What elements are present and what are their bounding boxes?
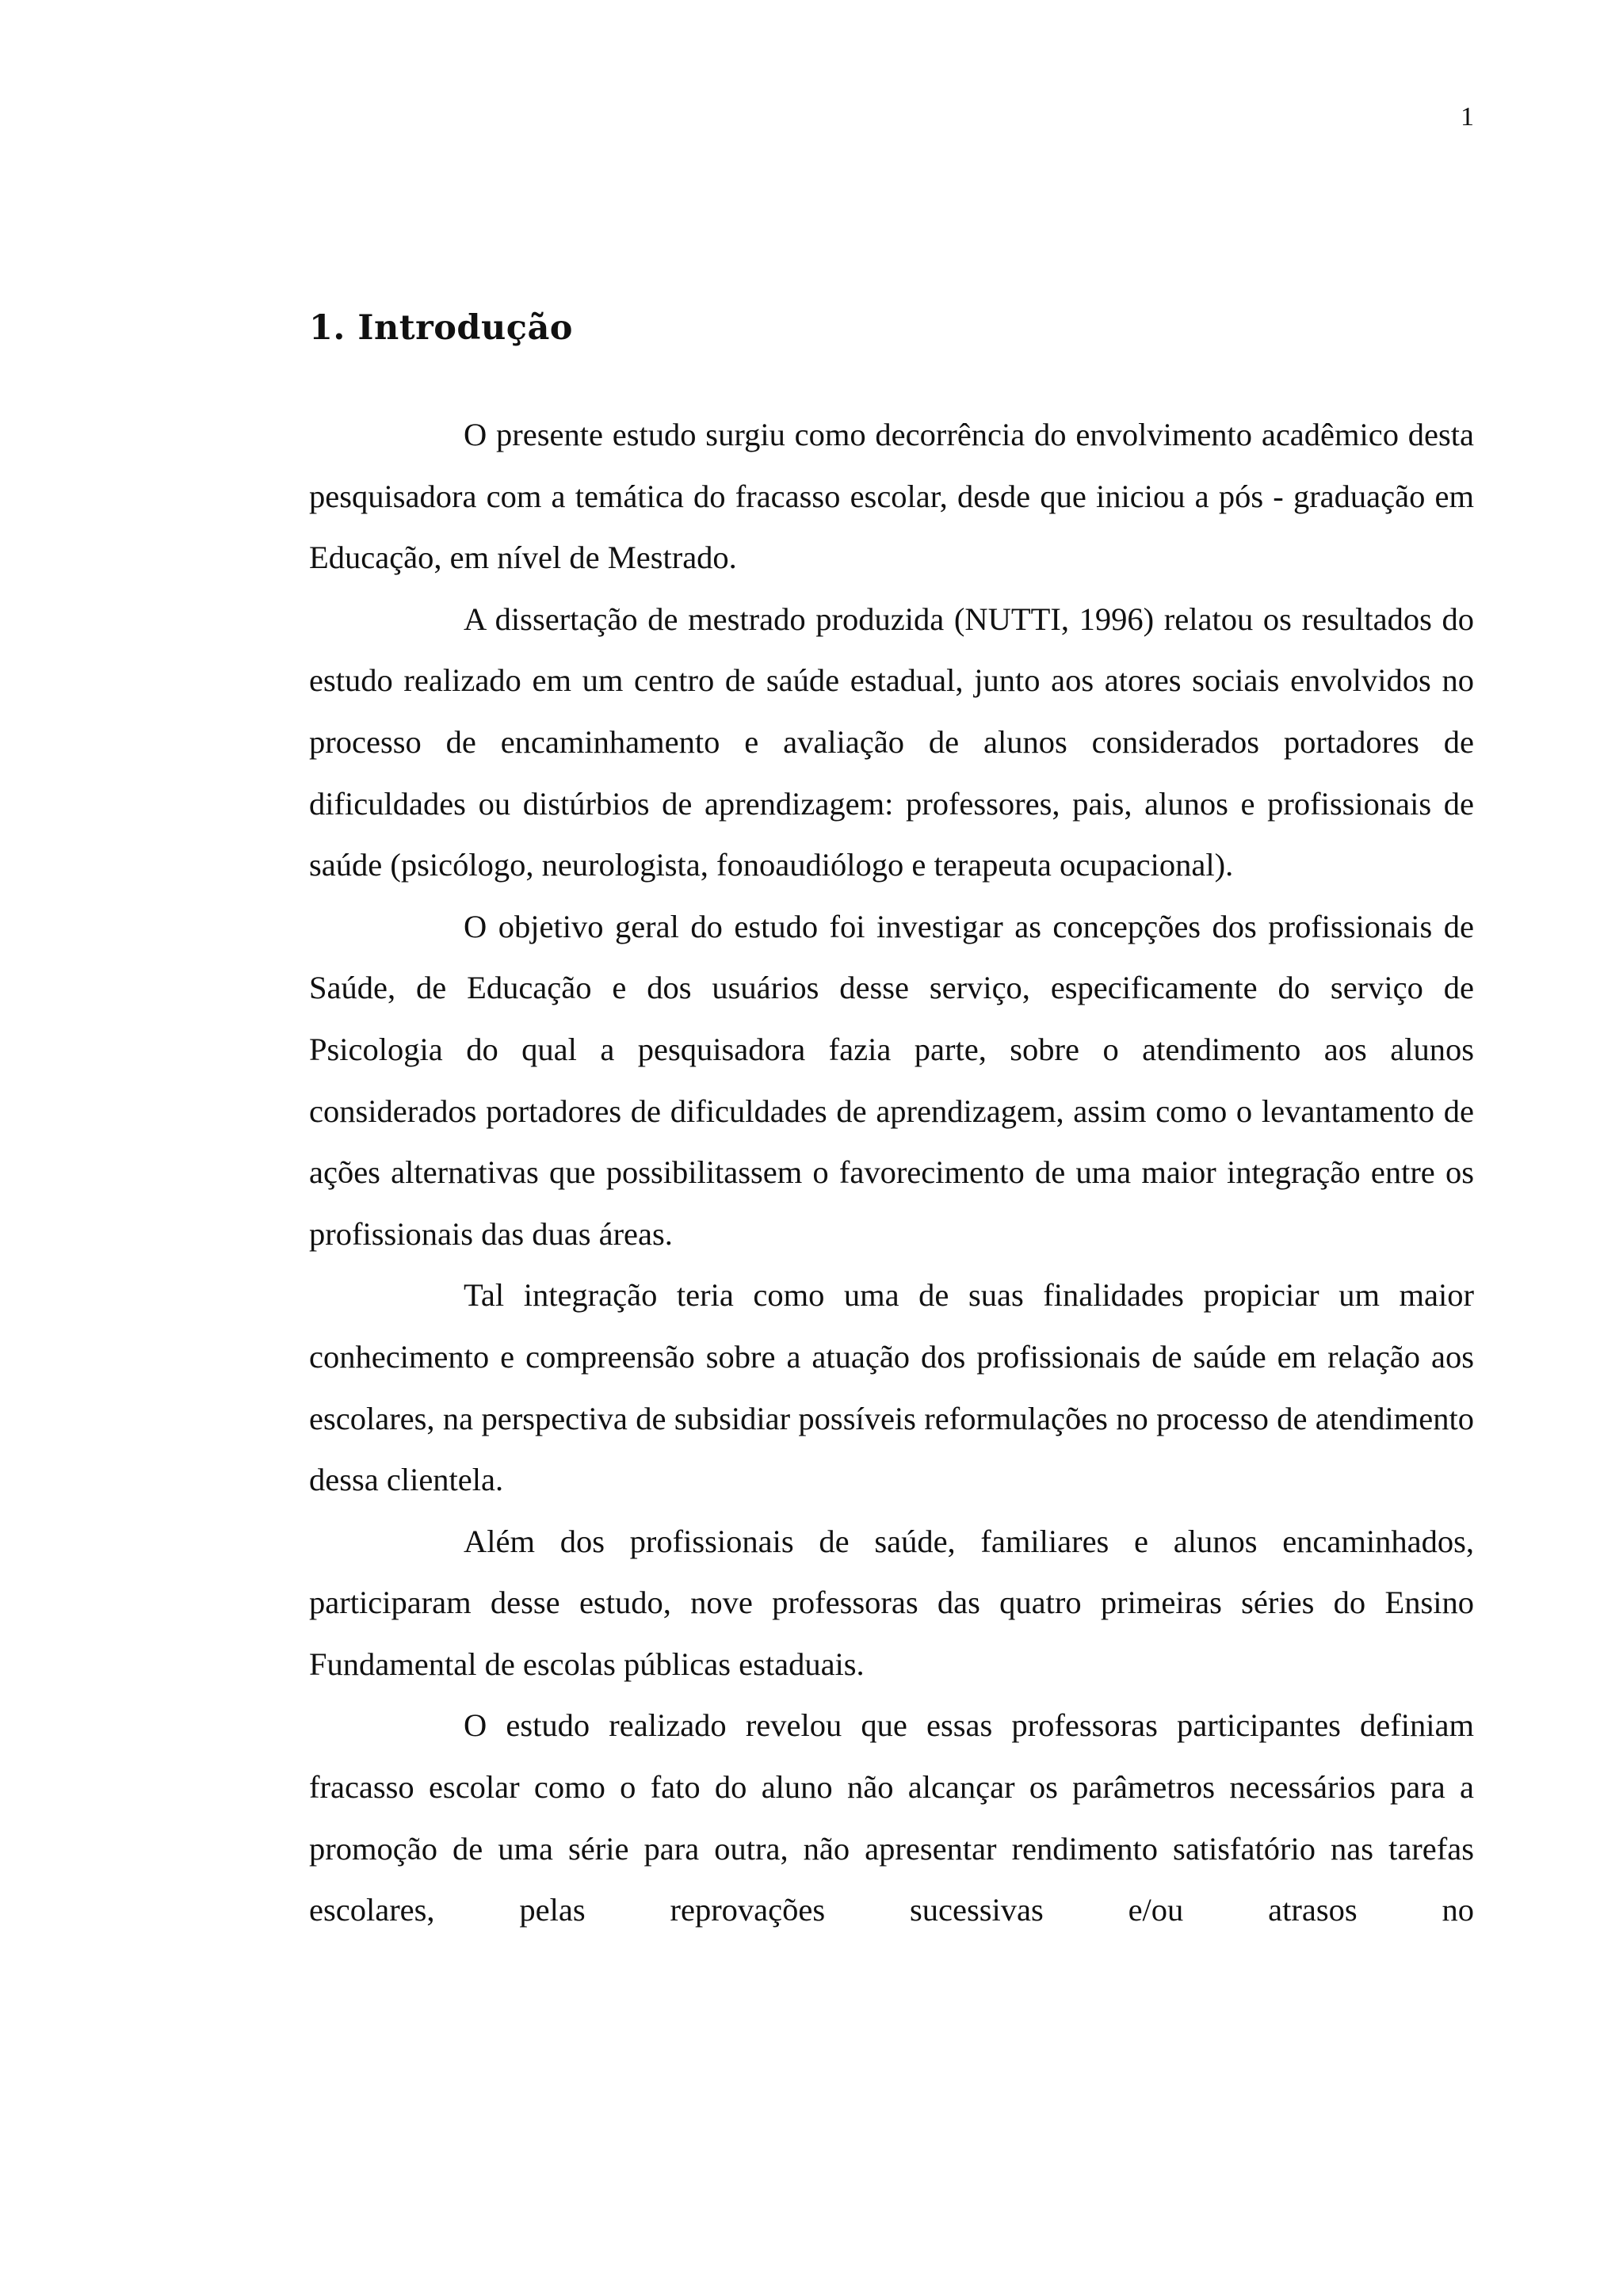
page-number: 1 — [1461, 102, 1474, 132]
paragraph: O estudo realizado revelou que essas professoras participantes definiam fracasso escolar como o fato do aluno não alcançar os parâmetros necessários para a promoção de uma série para outra, não apresentar rendimento satisfatório nas tarefas escolares, pelas reprovações sucessivas e/ou atrasos no — [309, 1707, 1474, 1928]
body-text — [309, 404, 1474, 1941]
paragraph: Além dos profissionais de saúde, familiares e alunos encaminhados, participaram desse estudo, nove professoras das quatro primeiras séries do Ensino Fundamental de escolas públicas estaduais. — [309, 1523, 1474, 1682]
paragraph: Tal integração teria como uma de suas finalidades propiciar um maior conhecimento e compreensão sobre a atuação dos profissionais de saúde em relação aos escolares, na perspectiva de subsidiar possíveis reformulações no processo de atendimento dessa clientela. — [309, 1277, 1474, 1498]
paragraph: O presente estudo surgiu como decorrência do envolvimento acadêmico desta pesquisadora com a temática do fracasso escolar, desde que iniciou a pós - graduação em Educação, em nível de Mestrado. — [309, 417, 1474, 576]
paragraph: A dissertação de mestrado produzida (NUTTI, 1996) relatou os resultados do estudo realizado em um centro de saúde estadual, junto aos atores sociais envolvidos no processo de encaminhamento e avaliação de alunos considerados portadores de dificuldades ou distúrbios de aprendizagem: professores, pais, alunos e profissionais de saúde (psicólogo, neurologista, fonoaudiólogo e terapeuta ocupacional). — [309, 601, 1474, 883]
section-heading: 1. Introdução — [309, 308, 573, 348]
paragraph: O objetivo geral do estudo foi investigar as concepções dos profissionais de Saúde, de Educação e dos usuários desse serviço, especificamente do serviço de Psicologia do qual a pesquisadora fazia parte, sobre o atendimento aos alunos considerados portadores de dificuldades de aprendizagem, assim como o levantamento de ações alternativas que possibilitassem o favorecimento de uma maior integração entre os profissionais das duas áreas. — [309, 908, 1474, 1252]
